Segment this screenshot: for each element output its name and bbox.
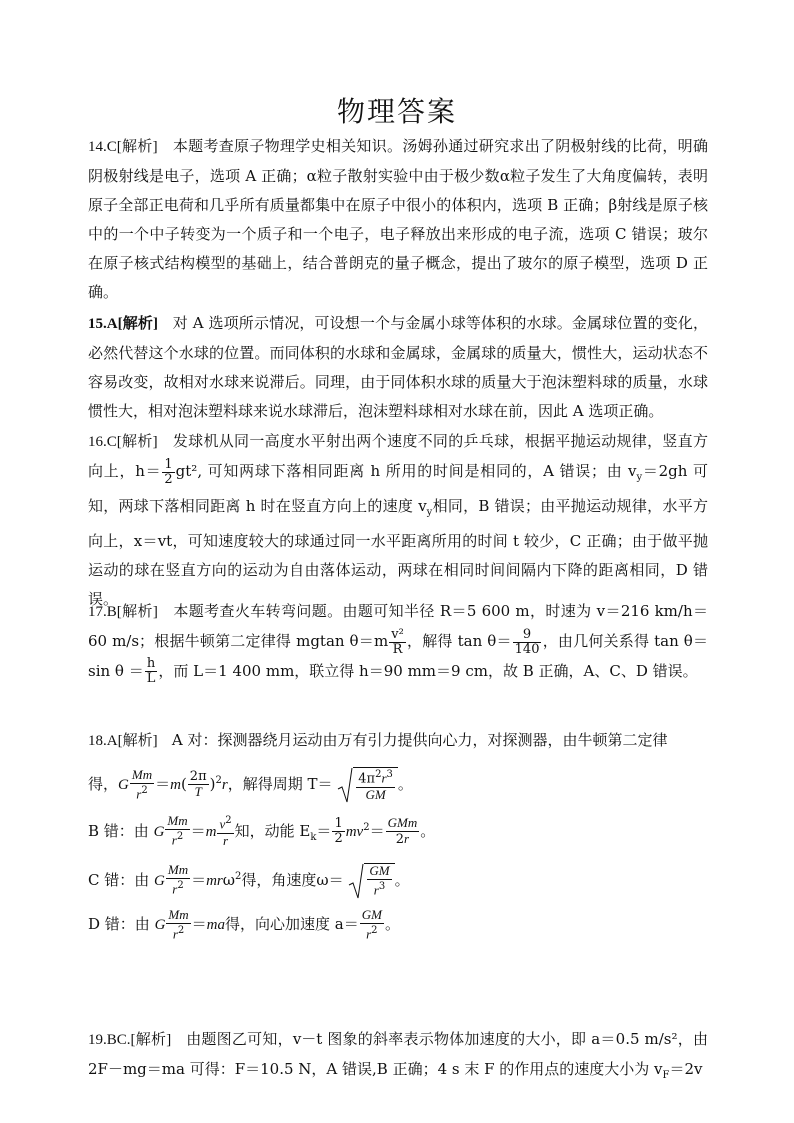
answer-18-line-b: B 错：由 G $\frac{Mm}{r^2}$ ＝m $\frac{v^2}{r}$ 知，动能 $E_k=$ $\frac{1}{2}$ $mv^2=$ $\frac{\text{GMm}}{2r}$ 。 — [88, 813, 436, 848]
answer-18-d-post: 。 — [384, 915, 400, 934]
answer-18-label: 18.A[解析] — [88, 733, 158, 749]
answer-17-part1: 本题考查火车转弯问题。由题可知半径 R＝5 600 m，时速为 v＝216 km/h＝60 m/s；根据牛顿第二定律得 mgtan θ＝m — [88, 602, 708, 650]
answer-17-part5: ，而 L＝1 400 mm，联立得 h＝90 mm＝9 cm，故 B 正确，A、C、D 错误。 — [158, 661, 698, 680]
page-title: 物理答案 — [336, 95, 457, 128]
answer-16-part3b: 相同，B 错误；由平抛运动规律，水平方向上，x＝vt，可知速度较大的球通过同一水平距离所用的时间 t 较少，C 正确；由于做平抛运动的球在竖直方向的运动为自由落体运动，两球在相同时间间隔内下降的距离相同，D 错误。 — [88, 497, 708, 608]
fraction-9-140: $\frac{9}{140}$ — [514, 626, 540, 657]
answer-15 — [88, 309, 708, 426]
answer-19-sub: F — [662, 1070, 670, 1081]
answer-16: 16.C[解析] 发球机从同一高度水平射出两个速度不同的乒乓球，根据平抛运动规律，竖直方向上，h＝ $\frac{1}{2}$ gt², 可知两球下落相同距离 h 所用的时间是相同的，A 错误；由 $v_y=2gh$ 可知，两球下落相同距离 h 时在竖直方向上的速度 $v_y$相同，B 错误；由平抛运动规律，水平方向上，x＝vt，可知速度较大的球通过同一水平距离所用的时间 t 较少，C 正确；由于做平抛运动的球在竖直方向的运动为自由落体运动，两球在相同时间间隔内下降的距离相同，D 错误。 — [88, 432, 708, 608]
answer-18-c-pre: C 错：由 — [88, 870, 155, 889]
answer-17 — [88, 597, 708, 686]
fraction-h-L: $\frac{h}{L}$ — [146, 656, 156, 686]
answer-18-intro-line — [88, 726, 708, 756]
answer-19-label: 19.BC.[解析] — [88, 1032, 172, 1048]
answer-15-text: 对 A 选项所示情况，可设想一个与金属小球等体积的水球。金属球位置的变化，必然代替这个水球的位置。而同体积的水球和金属球，金属球的质量大，惯性大，运动状态不容易改变，故相对水球来说滞后。同理，由于同体积水球的质量大于泡沫塑料球的质量，水球惯性大，相对泡沫塑料球来说水球滞后，泡沫塑料球相对水球在前，因此 A 选项正确。 — [88, 314, 709, 420]
answer-19-tail: ＝2v — [669, 1060, 703, 1078]
answer-18-c-post: 。 — [394, 870, 410, 889]
answer-18 — [88, 726, 708, 943]
answer-16-part2b: ＝2gh — [642, 462, 688, 480]
answer-18-line-c: C 错：由 G $\frac{Mm}{r^2}$ ＝mrω$^2$得，角速度ω＝ $\frac{GM}{r^3}$ 。 — [88, 862, 410, 898]
answer-18-line-d: D 错：由 G $\frac{Mm}{r^2}$ ＝ma得，向心加速度 a＝ $\frac{GM}{r^2}$ 。 — [88, 907, 400, 942]
answer-18-a-post: ，解得周期 T＝ — [227, 775, 333, 793]
answer-18-b-pre: B 错：由 — [88, 821, 154, 840]
answer-18-line-a: 得，G $\frac{Mm}{r^2}$ ＝m( $\frac{2\pi}{T}$ )$^2$r，解得周期 T＝ $\frac{4\pi^2r^3}{GM}$ 。 — [88, 766, 413, 802]
sqrt-period: $\frac{4\pi^2r^3}{GM}$ — [337, 767, 398, 802]
answer-15-label: 15.A[解析] — [88, 316, 158, 332]
answer-17-part3: ，由几何关系得 tan θ＝sin θ — [88, 632, 708, 680]
answer-17-part2: ，解得 tan θ＝ — [406, 632, 512, 650]
answer-19-text: 由题图乙可知，v－t 图象的斜率表示物体加速度的大小，即 a＝0.5 m/s²，由 2F－mg＝ma 可得：F＝10.5 N，A 错误,B 正确；4 s 末 F 的作用点的速度大小为 v — [88, 1030, 708, 1078]
answer-14 — [88, 132, 708, 307]
answer-18-d-mid: 得，向心加速度 a＝ — [225, 915, 359, 934]
answer-17-label: 17.B[解析] — [88, 604, 158, 620]
answer-18-c-mid: 得，角速度ω＝ — [241, 870, 344, 889]
answer-16-part2: gt², 可知两球下落相同距离 h 所用的时间是相同的，A 错误；由 v — [175, 462, 637, 480]
answer-18-intro: A 对：探测器绕月运动由万有引力提供向心力，对探测器，由牛顿第二定律 — [171, 731, 668, 749]
fraction-one-half: $\frac{1}{2}$ — [164, 456, 173, 487]
answer-18-a-pre: 得， — [88, 775, 119, 793]
answer-18-d-pre: D 错：由 — [88, 915, 155, 934]
sqrt-angular-velocity: $\frac{GM}{r^3}$ — [348, 863, 394, 898]
answer-14-text: 本题考查原子物理学史相关知识。汤姆孙通过研究求出了阴极射线的比荷，明确阴极射线是电子，选项 A 正确；α粒子散射实验中由于极少数α粒子发生了大角度偏转，表明原子全部正电荷和几乎所有质量都集中在原子中很小的体积内，选项 B 正确；β射线是原子核中的一个中子转变为一个质子和一个电子，电子释放出来形成的电子流，选项 C 错误；玻尔在原子核式结构模型的基础上，结合普朗克的量子概念，提出了玻尔的原子模型，选项 D 正确。 — [88, 137, 708, 301]
answer-17-part4: ＝ — [128, 661, 144, 680]
answer-14-label: 14.C[解析] — [88, 139, 158, 155]
answer-16-part3: 可知，两球下落相同距离 h 时在竖直方向上的速度 v — [88, 462, 708, 515]
answer-18-b-post: 。 — [420, 821, 436, 840]
answer-16-part1: 发球机从同一高度水平射出两个速度不同的乒乓球，根据平抛运动规律，竖直方向上，h＝ — [88, 432, 708, 480]
fraction-v2-R: $\frac{\text{v²}}{R}$ — [391, 626, 404, 657]
answer-18-b-mid: 知，动能 E — [234, 821, 311, 840]
answer-19 — [88, 1025, 708, 1090]
answer-16-label: 16.C[解析] — [88, 434, 158, 450]
